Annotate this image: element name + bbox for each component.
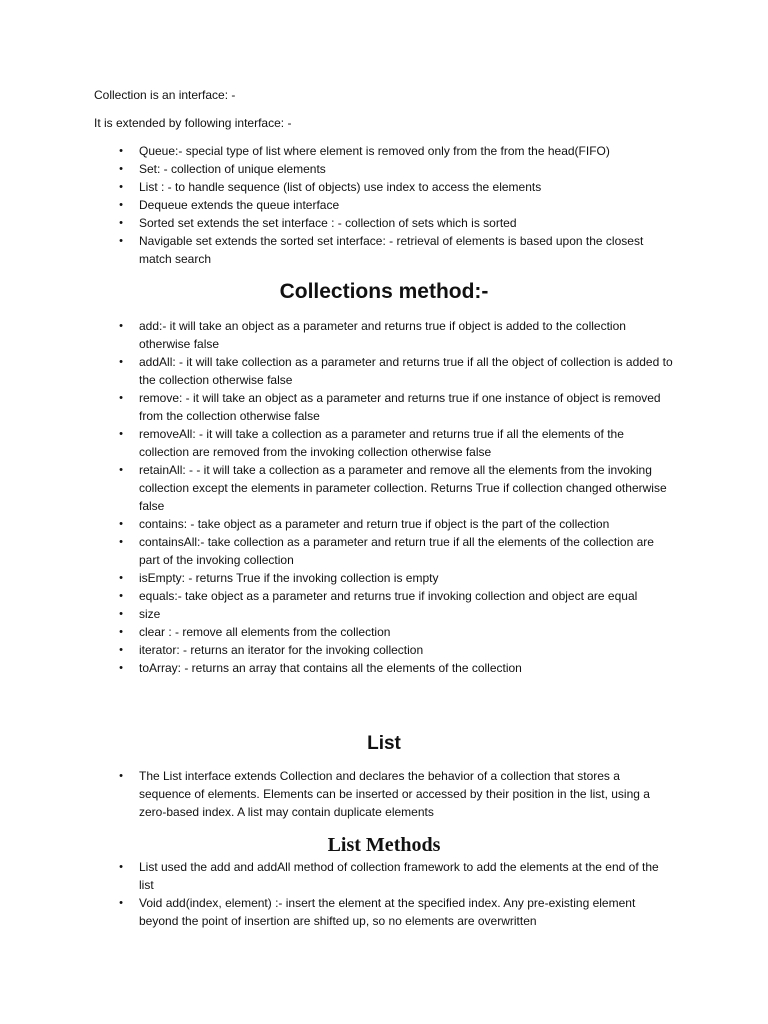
list-item <box>0 353 674 389</box>
list-item-text: Dequeue extends the queue interface <box>139 198 340 212</box>
bullet-icon: • <box>119 861 123 873</box>
list-item-text: removeAll: - it will take a collection as a parameter and returns true if all the elements of the collection are removed from the invoking collection otherwise false <box>139 427 624 459</box>
list-item-text: size <box>139 607 161 621</box>
list-item-text: Navigable set extends the sorted set interface: - retrieval of elements is based upon the closest match search <box>139 234 644 266</box>
list-heading: List <box>367 733 401 754</box>
list-item <box>0 623 674 641</box>
bullet-icon: • <box>119 181 123 193</box>
list-intro-list <box>0 767 768 821</box>
bullet-icon: • <box>119 428 123 440</box>
list-item-text: Void add(index, element) :- insert the element at the specified index. Any pre-existing element beyond the point of insertion are shifted up, so no elements are overwritten <box>139 896 636 928</box>
interfaces-list <box>0 142 768 268</box>
bullet-icon: • <box>119 518 123 530</box>
list-item <box>0 569 674 587</box>
bullet-icon: • <box>119 626 123 638</box>
bullet-icon: • <box>119 644 123 656</box>
collection-methods-list <box>0 317 768 677</box>
list-item <box>0 894 674 930</box>
list-item-text: Set: - collection of unique elements <box>139 162 326 176</box>
list-item-text: add:- it will take an object as a parameter and returns true if object is added to the collection otherwise false <box>139 319 626 351</box>
list-item <box>0 858 674 894</box>
list-item-text: containsAll:- take collection as a parameter and return true if all the elements of the collection are part of the invoking collection <box>139 535 654 567</box>
list-methods-list <box>0 858 768 930</box>
list-methods-heading: List Methods <box>327 834 441 856</box>
intro-line: It is extended by following interface: - <box>94 116 292 130</box>
list-item <box>0 587 674 605</box>
list-item-text: The List interface extends Collection and declares the behavior of a collection that stores a sequence of elements. Elements can be inserted or accessed by their position in the list, using a zero-based index. A list may contain duplicate elements <box>139 769 650 819</box>
list-item <box>0 659 674 677</box>
list-item <box>0 533 674 569</box>
list-item <box>0 641 674 659</box>
bullet-icon: • <box>119 572 123 584</box>
list-item <box>0 605 674 623</box>
bullet-icon: • <box>119 199 123 211</box>
bullet-icon: • <box>119 217 123 229</box>
bullet-icon: • <box>119 392 123 404</box>
list-item <box>0 515 674 533</box>
bullet-icon: • <box>119 145 123 157</box>
list-item <box>0 178 674 196</box>
bullet-icon: • <box>119 235 123 247</box>
list-item-text: addAll: - it will take collection as a parameter and returns true if all the object of collection is added to the collection otherwise false <box>139 355 673 387</box>
list-item-text: iterator: - returns an iterator for the invoking collection <box>139 643 424 657</box>
list-item <box>0 317 674 353</box>
bullet-icon: • <box>119 163 123 175</box>
list-item <box>0 232 674 268</box>
intro-line: Collection is an interface: - <box>94 88 236 102</box>
list-item-text: remove: - it will take an object as a parameter and returns true if one instance of object is removed from the collection otherwise false <box>139 391 661 423</box>
bullet-icon: • <box>119 608 123 620</box>
bullet-icon: • <box>119 897 123 909</box>
list-item-text: toArray: - returns an array that contains all the elements of the collection <box>139 661 522 675</box>
list-item-text: retainAll: - - it will take a collection as a parameter and remove all the elements from the invoking collection except the elements in parameter collection. Returns True if collection changed otherwise false <box>139 463 667 513</box>
bullet-icon: • <box>119 320 123 332</box>
list-item <box>0 425 674 461</box>
list-item <box>0 142 674 160</box>
list-item-text: equals:- take object as a parameter and returns true if invoking collection and object are equal <box>139 589 638 603</box>
list-item <box>0 160 674 178</box>
list-item-text: clear : - remove all elements from the collection <box>139 625 391 639</box>
collections-method-heading: Collections method:- <box>279 280 489 303</box>
bullet-icon: • <box>119 662 123 674</box>
list-item <box>0 214 674 232</box>
list-item <box>0 461 674 515</box>
bullet-icon: • <box>119 536 123 548</box>
list-item-text: Sorted set extends the set interface : - collection of sets which is sorted <box>139 216 517 230</box>
list-item-text: List used the add and addAll method of collection framework to add the elements at the end of the list <box>139 860 659 892</box>
bullet-icon: • <box>119 356 123 368</box>
list-item-text: isEmpty: - returns True if the invoking collection is empty <box>139 571 439 585</box>
bullet-icon: • <box>119 464 123 476</box>
list-item-text: List : - to handle sequence (list of objects) use index to access the elements <box>139 180 542 194</box>
bullet-icon: • <box>119 770 123 782</box>
list-item-text: Queue:- special type of list where element is removed only from the from the head(FIFO) <box>139 144 610 158</box>
list-item-text: contains: - take object as a parameter and return true if object is the part of the collection <box>139 517 610 531</box>
list-item <box>0 389 674 425</box>
bullet-icon: • <box>119 590 123 602</box>
list-item <box>0 196 674 214</box>
list-item <box>0 767 674 821</box>
